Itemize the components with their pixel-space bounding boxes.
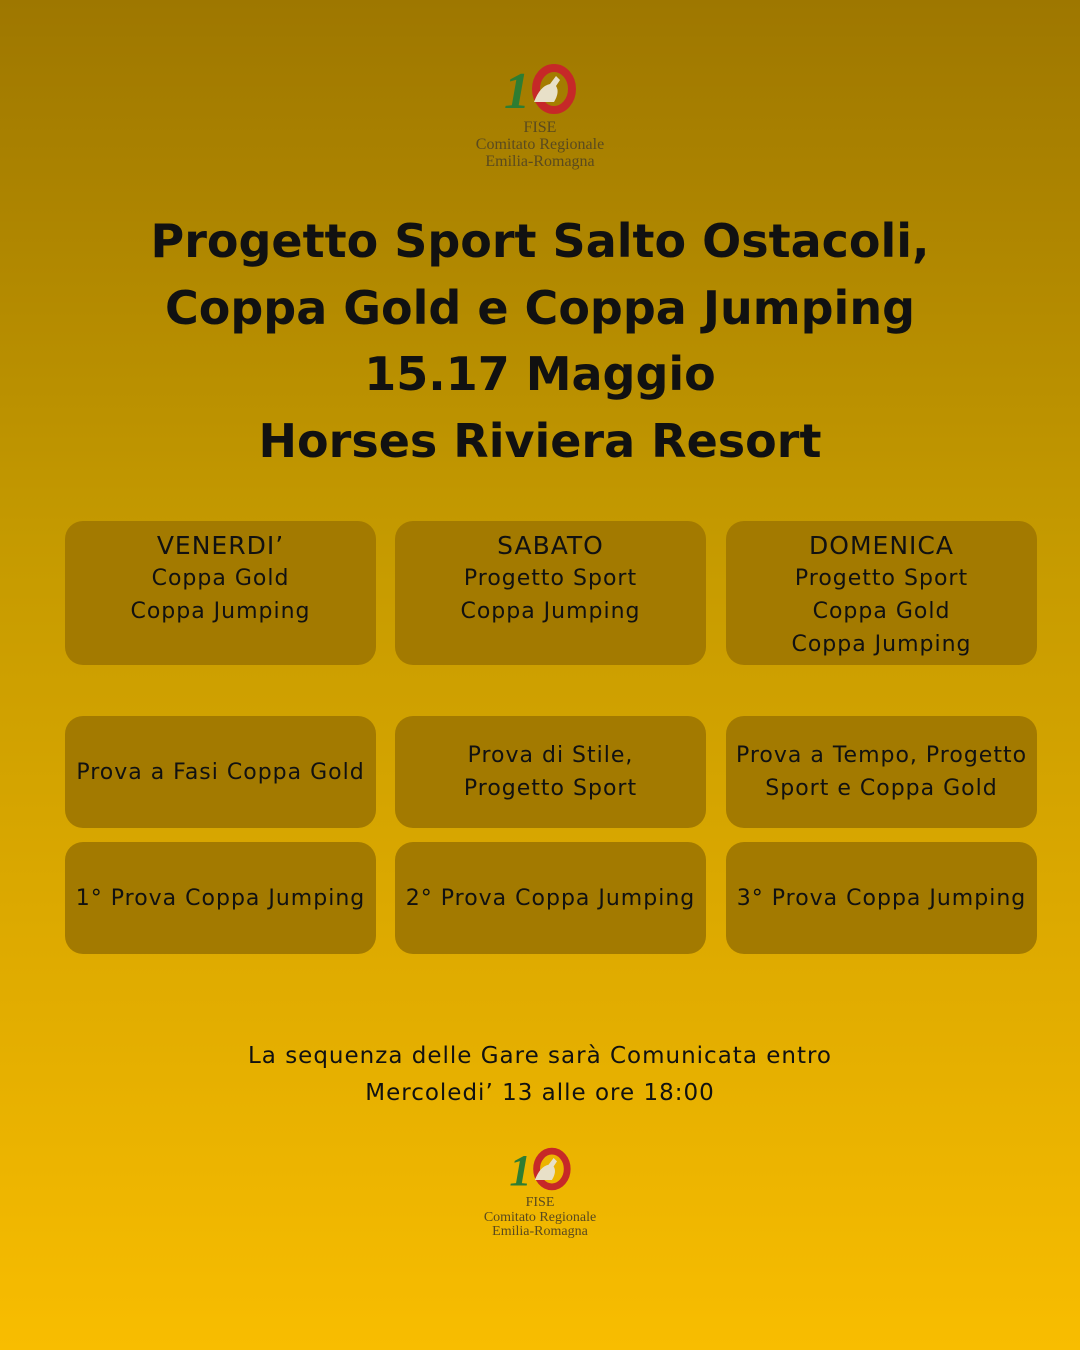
test-text: Progetto Sport (463, 776, 638, 801)
test-text: 2° Prova Coppa Jumping (405, 885, 696, 911)
day-event: Progetto Sport (463, 566, 638, 591)
jumping-box-1 (65, 842, 376, 954)
title-line-4: Horses Riviera Resort (258, 413, 822, 468)
day-box-saturday (395, 521, 706, 665)
day-name: SABATO (497, 531, 604, 560)
test-text: Prova a Tempo, Progetto (735, 743, 1028, 768)
logo-org-line2: Emilia-Romagna (492, 1224, 588, 1240)
test-text: Prova di Stile, (467, 743, 634, 768)
day-event: Coppa Gold (812, 599, 951, 624)
day-event: Coppa Jumping (791, 632, 972, 657)
day-event: Coppa Jumping (130, 599, 311, 624)
fise-logo-top (0, 62, 1080, 170)
logo-mark (500, 62, 580, 116)
jumping-box-2 (395, 842, 706, 954)
test-box-sunday (726, 716, 1037, 828)
horse-rider-icon (500, 62, 580, 116)
note-line-1: La sequenza delle Gare sarà Comunicata entro (247, 1043, 832, 1069)
title-line-2: Coppa Gold e Coppa Jumping (165, 280, 915, 335)
logo-brand: FISE (523, 119, 557, 136)
horse-rider-icon (506, 1146, 574, 1192)
logo-org-line1: Comitato Regionale (475, 135, 605, 153)
svg-text:1: 1 (504, 63, 530, 116)
logo-mark (506, 1146, 574, 1192)
event-title (0, 208, 1080, 474)
day-name: VENERDI’ (156, 531, 285, 560)
day-event: Coppa Jumping (460, 599, 641, 624)
logo-brand: FISE (525, 1195, 555, 1210)
day-box-sunday (726, 521, 1037, 665)
fise-logo-bottom (0, 1146, 1080, 1240)
day-event: Progetto Sport (794, 566, 969, 591)
svg-text:1: 1 (509, 1146, 532, 1192)
day-name: DOMENICA (809, 531, 954, 560)
schedule-note (0, 1038, 1080, 1112)
logo-org-line2: Emilia-Romagna (485, 152, 595, 170)
test-text: 3° Prova Coppa Jumping (736, 885, 1027, 911)
test-text: 1° Prova Coppa Jumping (75, 885, 366, 911)
test-box-saturday (395, 716, 706, 828)
title-line-1: Progetto Sport Salto Ostacoli, (150, 214, 930, 268)
jumping-box-3 (726, 842, 1037, 954)
test-text: Sport e Coppa Gold (765, 776, 998, 801)
title-line-3: 15.17 Maggio (364, 347, 716, 401)
logo-org-line1: Comitato Regionale (483, 1209, 597, 1225)
day-box-friday (65, 521, 376, 665)
test-text: Prova a Fasi Coppa Gold (76, 759, 365, 785)
day-event: Coppa Gold (151, 566, 290, 591)
note-line-2: Mercoledi’ 13 alle ore 18:00 (365, 1080, 715, 1106)
test-box-friday (65, 716, 376, 828)
